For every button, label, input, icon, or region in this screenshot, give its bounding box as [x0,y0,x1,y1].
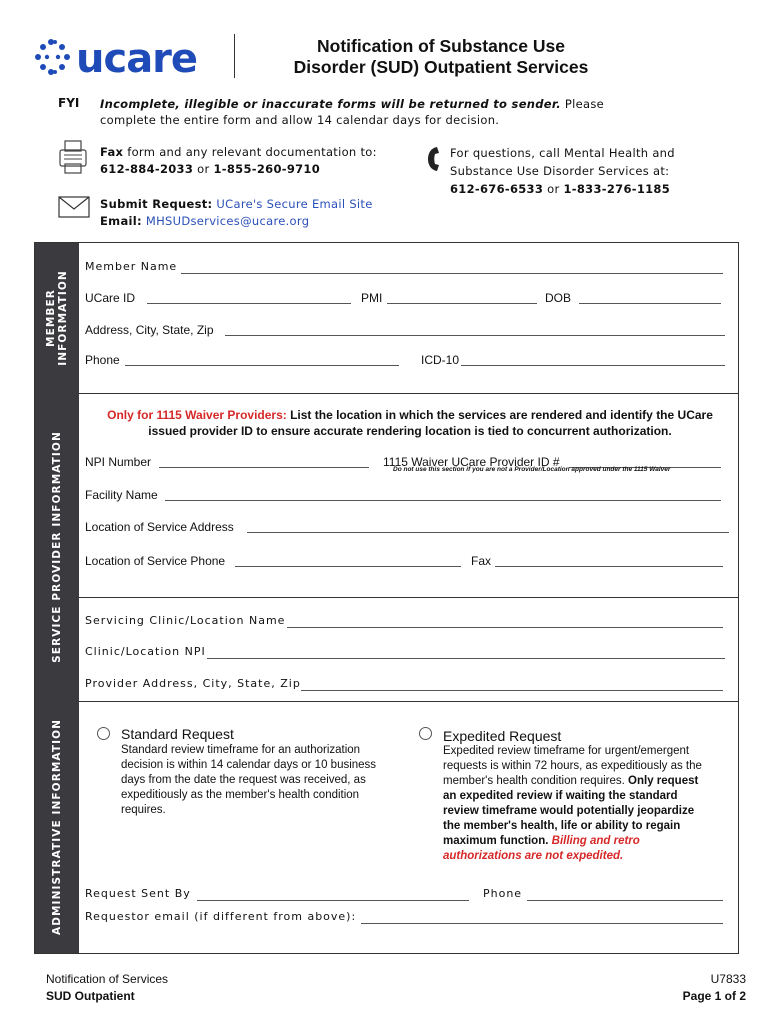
standard-request-title: Standard Request [121,726,234,742]
questions-or: or [547,182,560,196]
expedited-request-desc [443,744,702,864]
footer-doc-title: Notification of Services [46,972,169,986]
submit-request-info [100,196,373,230]
waiver-red-label: Only for 1115 Waiver Providers: [107,408,287,422]
ucare-logo-wordmark: ucare [76,36,198,80]
form-box [34,242,739,954]
footer-page-number: Page 1 of 2 [682,989,746,1003]
expedited-desc-line: Expedited review timeframe for urgent/emergent [443,745,690,757]
footer-form-code: U7833 [710,972,746,986]
provider-address-field[interactable] [301,690,723,691]
questions-number-2: 1-833-276-1185 [563,182,671,196]
sidebar-member [35,243,79,393]
expedited-request-title: Expedited Request [443,728,562,744]
questions-contact [450,144,675,198]
standard-desc-line: Standard review timeframe for an authorization [121,744,361,756]
standard-desc-line: expeditiously as the member's health condition [121,789,360,801]
ucare-id-label: UCare ID [85,291,136,305]
fax-number-1: 612-884-2033 [100,162,194,176]
pmi-label: PMI [361,291,383,305]
ucare-logo-mark [35,39,70,75]
email-link[interactable]: MHSUDservices@ucare.org [145,214,310,228]
ucare-id-field[interactable] [147,303,351,304]
title-line-1: Notification of Substance Use [317,36,565,56]
member-name-label: Member Name [85,260,178,273]
location-address-label: Location of Service Address [85,520,234,534]
expedited-desc-line: member's health condition requires. [443,775,625,787]
facility-name-label: Facility Name [85,488,158,502]
address-field[interactable] [225,335,725,336]
clinic-npi-field[interactable] [207,658,725,659]
dob-field[interactable] [579,303,721,304]
questions-line-1: For questions, call Mental Health and [450,146,675,160]
waiver-note [85,407,735,439]
questions-number-1: 612-676-6533 [450,182,544,196]
fyi-warning: Incomplete, illegible or inaccurate forms will be returned to sender. [100,97,561,111]
expedited-desc-line: requests is within 72 hours, as expeditiously as the [443,760,702,772]
npi-label: NPI Number [85,455,152,469]
standard-desc-line: decision is within 14 calendar days or 10 business [121,759,377,771]
fax-machine-icon [58,140,88,174]
dob-label: DOB [545,291,572,305]
pmi-field[interactable] [387,303,537,304]
expedited-desc-bold: Only request [628,775,699,787]
fax-or: or [197,162,210,176]
section-label-admin: ADMINISTRATIVE INFORMATION [51,718,63,936]
location-phone-label: Location of Service Phone [85,554,226,568]
location-phone-field[interactable] [235,566,461,567]
expedited-request-radio[interactable] [419,727,432,740]
servicing-clinic-field[interactable] [287,627,723,628]
email-label: Email: [100,214,142,228]
questions-line-2: Substance Use Disorder Services at: [450,164,670,178]
expedited-desc-bold: maximum function. [443,835,549,847]
expedited-desc-red: authorizations are not expedited. [443,850,624,862]
provider-address-label: Provider Address, City, State, Zip [85,677,301,690]
page-title [246,36,636,78]
section-divider [79,597,738,598]
expedited-desc-red: Billing and retro [551,835,640,847]
standard-desc-line: days from the date the request was received, as [121,774,366,786]
request-sent-by-label: Request Sent By [85,887,191,900]
requestor-email-field[interactable] [361,923,723,924]
facility-name-field[interactable] [165,500,721,501]
fax-instructions [100,144,377,178]
icd10-label: ICD-10 [421,353,460,367]
envelope-icon [58,196,90,218]
footer-right [683,971,746,1005]
fax-field-label: Fax [471,554,492,568]
footer-doc-subtitle: SUD Outpatient [46,989,135,1003]
expedited-desc-bold: an expedited review if waiting the standard [443,790,678,802]
member-name-field[interactable] [181,273,723,274]
servicing-clinic-label: Servicing Clinic/Location Name [85,614,286,627]
standard-desc-line: requires. [121,804,166,816]
section-label-member: MEMBER INFORMATION [45,270,69,366]
logo-separator [234,34,235,78]
sidebar-provider [35,393,79,701]
section-divider [79,393,738,394]
npi-field[interactable] [159,467,369,468]
request-sent-by-field[interactable] [197,900,469,901]
expedited-desc-bold: review timeframe would potentially jeopardize [443,805,695,817]
phone-label: Phone [85,353,120,367]
fax-field[interactable] [495,566,723,567]
sidebar-admin [35,701,79,953]
requestor-email-label: Requestor email (if different from above): [85,910,357,923]
footer-left [46,971,168,1005]
icd10-field[interactable] [461,365,725,366]
fyi-label: FYI [58,96,80,110]
address-label: Address, City, State, Zip [85,323,214,337]
waiver-text-1: List the location in which the services are rendered and identify the UCare [290,408,713,422]
ucare-logo [34,36,226,80]
expedited-desc-bold: the member's health, life or ability to regain [443,820,681,832]
fyi-text [100,96,710,128]
waiver-text-2: issued provider ID to ensure accurate rendering location is tied to concurrent authorization. [148,424,672,438]
phone-field[interactable] [125,365,399,366]
fax-label: Fax [100,145,124,159]
clinic-npi-label: Clinic/Location NPI [85,645,206,658]
section-divider [79,701,738,702]
title-line-2: Disorder (SUD) Outpatient Services [293,57,589,77]
standard-request-radio[interactable] [97,727,110,740]
standard-request-desc [121,743,376,818]
requestor-phone-label: Phone [483,887,523,900]
secure-email-link[interactable]: UCare's Secure Email Site [216,197,373,211]
fax-number-2: 1-855-260-9710 [213,162,321,176]
fyi-instructions-part2: complete the entire form and allow 14 calendar days for decision. [100,113,500,127]
fyi-instructions-part1: Please [564,97,605,111]
submit-label: Submit Request: [100,197,213,211]
telephone-handset-icon [426,146,442,172]
waiver-disclaimer: Do not use this section if you are not a Provider/Location approved under the 1115 Waiver [393,466,671,473]
location-address-field[interactable] [247,532,729,533]
requestor-phone-field[interactable] [527,900,723,901]
section-label-provider: SERVICE PROVIDER INFORMATION [51,431,63,663]
fax-text: form and any relevant documentation to: [127,145,377,159]
waiver-id-label: 1115 Waiver UCare Provider ID # [383,455,560,469]
